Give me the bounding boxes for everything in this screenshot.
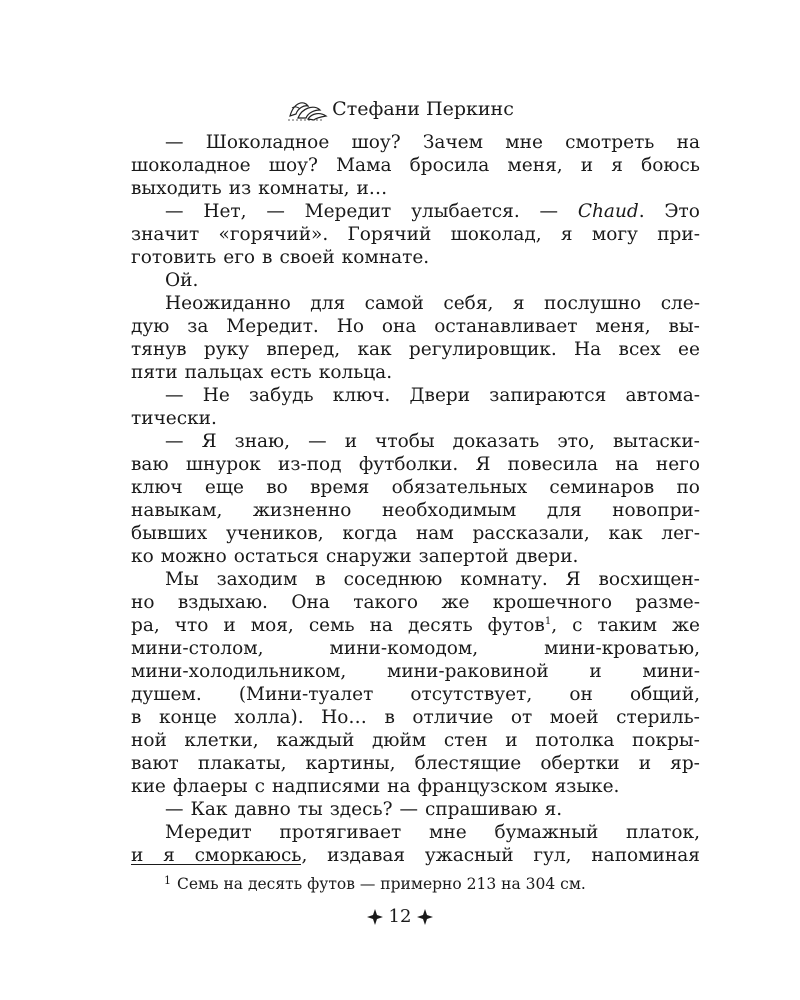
word: мне <box>429 822 467 843</box>
text-line <box>131 706 700 729</box>
word: — <box>539 201 559 222</box>
word: шоколадное <box>131 155 251 176</box>
footnote-text: Семь на десять футов — примерно 213 на 304 см. <box>177 875 586 893</box>
author-name: Стефани Перкинс <box>332 98 514 120</box>
word: от <box>510 707 533 728</box>
word: футов$^1$, <box>487 615 558 636</box>
word: и <box>344 431 358 452</box>
word: моя, <box>250 615 294 636</box>
word: дюйм <box>371 730 427 751</box>
word: семь <box>308 615 355 636</box>
word: флаеры <box>172 776 248 797</box>
word: семинаров <box>549 477 655 498</box>
word: останавливает <box>434 316 578 337</box>
word: и <box>131 845 144 866</box>
word: бросила <box>409 155 490 176</box>
word: крошечного <box>492 592 613 613</box>
word: навыкам, <box>131 500 223 521</box>
word: конце <box>158 707 217 728</box>
word: пяти <box>131 362 178 383</box>
word: и <box>638 753 652 774</box>
word: такого <box>353 592 419 613</box>
word: и <box>505 730 518 751</box>
word: во <box>266 477 288 498</box>
word: надписями <box>272 776 381 797</box>
word: Неожиданно <box>165 293 291 314</box>
word: мини-комодом, <box>329 638 479 659</box>
word: Chaud. <box>577 201 645 222</box>
word: из <box>228 178 252 199</box>
word: вздыхаю. <box>177 592 268 613</box>
word: знаю, <box>234 431 291 452</box>
text-line <box>131 223 700 246</box>
word: нам <box>415 523 454 544</box>
word: Она <box>291 592 330 613</box>
word: жизненно <box>252 500 352 521</box>
word: мини-раковиной <box>386 661 549 682</box>
word: ключ <box>131 477 183 498</box>
text-line <box>131 637 700 660</box>
text-line <box>131 177 700 200</box>
word: картины, <box>305 753 396 774</box>
word: Шоколадное <box>205 132 330 153</box>
word: Мередит. <box>226 316 319 337</box>
word: как <box>357 339 392 360</box>
word: холла). <box>234 707 304 728</box>
word: — <box>165 385 184 406</box>
text-line <box>131 729 700 752</box>
word: Как <box>190 799 228 820</box>
word: Но <box>336 316 364 337</box>
word: напоминая <box>591 845 700 866</box>
word: повесила <box>507 454 598 475</box>
word: в <box>384 707 395 728</box>
word: меня, <box>507 155 563 176</box>
page-number: 12 <box>388 906 412 927</box>
word: с <box>254 776 265 797</box>
word: — <box>165 201 184 222</box>
word: — <box>308 431 327 452</box>
word: регулировщик. <box>408 339 557 360</box>
word: тянув <box>131 339 187 360</box>
word: комнате. <box>341 247 430 268</box>
text-line <box>131 660 700 683</box>
word: шнурок <box>185 454 261 475</box>
word: что <box>174 615 209 636</box>
word: на <box>387 776 411 797</box>
word: отличие <box>412 707 494 728</box>
word: комнату. <box>460 569 548 590</box>
word: пальцах <box>184 362 264 383</box>
word: же <box>672 615 700 636</box>
word: языке. <box>554 776 620 797</box>
word: рассказали, <box>472 523 590 544</box>
word: учеников, <box>225 523 324 544</box>
word: забудь <box>248 385 314 406</box>
word: из-под <box>278 454 342 475</box>
word: Мы <box>165 569 199 590</box>
word: снаружи <box>325 546 412 567</box>
word: Зачем <box>422 132 484 153</box>
text-line <box>131 430 700 453</box>
word: вают <box>131 753 179 774</box>
text-line <box>131 246 700 269</box>
word: ной <box>131 730 167 751</box>
word: готовить <box>131 247 217 268</box>
word: разме- <box>635 592 700 613</box>
word: дую <box>131 316 170 337</box>
word: еще <box>204 477 245 498</box>
page-number-area <box>0 906 800 927</box>
word: новопри- <box>612 500 700 521</box>
word: Нет, <box>203 201 247 222</box>
word: — <box>266 201 285 222</box>
word: ваю <box>131 454 169 475</box>
word: вытаски- <box>613 431 700 452</box>
word: мне <box>505 132 543 153</box>
word: восхищен- <box>598 569 700 590</box>
word: доказать <box>452 431 540 452</box>
word: самой <box>364 293 424 314</box>
word: сле- <box>660 293 700 314</box>
word: при- <box>657 224 700 245</box>
text-line <box>131 338 700 361</box>
word: — <box>165 431 184 452</box>
text-line <box>131 683 700 706</box>
word: улыбается. <box>411 201 520 222</box>
word: мини-столом, <box>131 638 264 659</box>
leaf-ornament-icon <box>286 96 328 122</box>
text-line <box>131 499 700 522</box>
body-text <box>131 131 700 867</box>
word: клетки, <box>184 730 259 751</box>
word: необходимым <box>381 500 517 521</box>
word: чтобы <box>375 431 435 452</box>
word: в <box>262 247 273 268</box>
four-point-star-icon <box>367 909 383 925</box>
word: и <box>223 615 236 636</box>
word: бумажный <box>494 822 599 843</box>
word: я <box>611 155 623 176</box>
four-point-star-icon <box>417 909 433 925</box>
word: время <box>310 477 370 498</box>
word: «горячий». <box>218 224 329 245</box>
text-line <box>131 269 700 292</box>
word: же <box>441 592 470 613</box>
footnote <box>164 874 586 893</box>
word: давно <box>234 799 291 820</box>
word: каждый <box>276 730 355 751</box>
word: отсутствует, <box>410 684 533 705</box>
text-line <box>131 315 700 338</box>
text-line <box>131 453 700 476</box>
word: всех <box>618 339 661 360</box>
text-line <box>131 522 700 545</box>
word: мини-холодильником, <box>131 661 347 682</box>
text-line <box>131 752 700 775</box>
word: ужасный <box>424 845 514 866</box>
word: десять <box>407 615 473 636</box>
word: шоу? <box>351 132 401 153</box>
word: ты <box>297 799 323 820</box>
text-line <box>131 798 700 821</box>
word: кие <box>131 776 166 797</box>
word: за <box>187 316 209 337</box>
word: вперед, <box>266 339 341 360</box>
text-line <box>131 614 700 637</box>
word: футболки. <box>358 454 459 475</box>
word: это, <box>557 431 595 452</box>
word: гул, <box>533 845 572 866</box>
text-line <box>131 407 700 430</box>
word: (Мини-туалет <box>238 684 374 705</box>
word: протягивает <box>279 822 402 843</box>
word: соседнюю <box>343 569 443 590</box>
word: платок, <box>626 822 700 843</box>
word: на <box>676 132 700 153</box>
word: и <box>580 155 594 176</box>
text-line <box>131 292 700 315</box>
word: — <box>165 132 184 153</box>
word: обертки <box>540 753 620 774</box>
word: на <box>369 615 393 636</box>
word: ключ. <box>332 385 391 406</box>
word: смотреть <box>565 132 655 153</box>
word: издавая <box>327 845 406 866</box>
word: запертой <box>418 546 509 567</box>
word: Но… <box>321 707 367 728</box>
word: он <box>569 684 593 705</box>
word: автома- <box>625 385 700 406</box>
word: ра, <box>131 615 160 636</box>
word: и <box>589 661 602 682</box>
word: французском <box>417 776 548 797</box>
word: яр- <box>670 753 700 774</box>
word: Не <box>202 385 230 406</box>
word: На <box>574 339 602 360</box>
word: вы- <box>668 316 700 337</box>
word: плакаты, <box>197 753 287 774</box>
word: Я <box>565 569 581 590</box>
word: запираются <box>489 385 607 406</box>
word: меня, <box>595 316 651 337</box>
word: Горячий <box>347 224 432 245</box>
word: здесь? <box>329 799 393 820</box>
word: моей <box>549 707 599 728</box>
word: Я <box>201 431 217 452</box>
word: кольца. <box>318 362 393 383</box>
word: стериль- <box>616 707 700 728</box>
word: бывших <box>131 523 208 544</box>
word: — <box>399 799 418 820</box>
word: блестящие <box>414 753 522 774</box>
text-line <box>131 200 700 223</box>
word: для <box>546 500 582 521</box>
word: Двери <box>409 385 471 406</box>
footnote-divider <box>131 864 301 865</box>
word: спрашиваю <box>424 799 538 820</box>
word: могу <box>591 224 638 245</box>
word: него <box>655 454 700 475</box>
word: и… <box>356 178 388 199</box>
word: Это <box>664 201 700 222</box>
word: тически. <box>131 408 217 429</box>
word: для <box>310 293 346 314</box>
word: шоколад, <box>450 224 542 245</box>
word: себя, <box>443 293 494 314</box>
word: есть <box>270 362 312 383</box>
word: но <box>131 592 155 613</box>
word: как <box>608 523 643 544</box>
word: я <box>512 293 525 314</box>
text-line <box>131 476 700 499</box>
word: Мама <box>336 155 392 176</box>
word: в <box>131 707 142 728</box>
word: боюсь <box>641 155 700 176</box>
text-line <box>131 154 700 177</box>
word: своей <box>279 247 335 268</box>
word: заходим <box>216 569 298 590</box>
text-line <box>131 545 700 568</box>
word: Ой. <box>165 270 199 291</box>
text-line <box>131 821 700 844</box>
text-line <box>131 361 700 384</box>
word: когда <box>342 523 398 544</box>
word: мини-кроватью, <box>544 638 700 659</box>
word: Я <box>475 454 491 475</box>
word: в <box>315 569 326 590</box>
word: — <box>165 799 184 820</box>
word: она <box>381 316 417 337</box>
word: остаться <box>233 546 319 567</box>
text-line <box>131 775 700 798</box>
text-line <box>131 568 700 591</box>
word: с <box>572 615 583 636</box>
word: обязательных <box>391 477 528 498</box>
word: Мередит <box>165 822 252 843</box>
running-header <box>0 96 800 122</box>
word: я. <box>544 799 563 820</box>
word: душем. <box>131 684 202 705</box>
word: стен <box>443 730 488 751</box>
text-line <box>131 384 700 407</box>
word: значит <box>131 224 200 245</box>
word: можно <box>160 546 227 567</box>
word: комнаты, <box>258 178 350 199</box>
word: лег- <box>661 523 700 544</box>
word: Мередит <box>304 201 392 222</box>
word: послушно <box>544 293 642 314</box>
word: ко <box>131 546 154 567</box>
word: его <box>223 247 256 268</box>
word: по <box>676 477 700 498</box>
word: потолка <box>535 730 615 751</box>
word: двери. <box>515 546 579 567</box>
word: мини- <box>642 661 700 682</box>
word: выходить <box>131 178 222 199</box>
text-line <box>131 591 700 614</box>
word: таким <box>597 615 657 636</box>
word: покры- <box>632 730 700 751</box>
word: шоу? <box>268 155 318 176</box>
word: руку <box>203 339 250 360</box>
word: я <box>163 845 175 866</box>
word: ее <box>678 339 700 360</box>
word: я <box>560 224 573 245</box>
text-line <box>131 131 700 154</box>
word: сморкаюсь, <box>194 845 308 866</box>
word: на <box>615 454 639 475</box>
word: общий, <box>629 684 700 705</box>
footnote-number: 1 <box>164 874 171 887</box>
